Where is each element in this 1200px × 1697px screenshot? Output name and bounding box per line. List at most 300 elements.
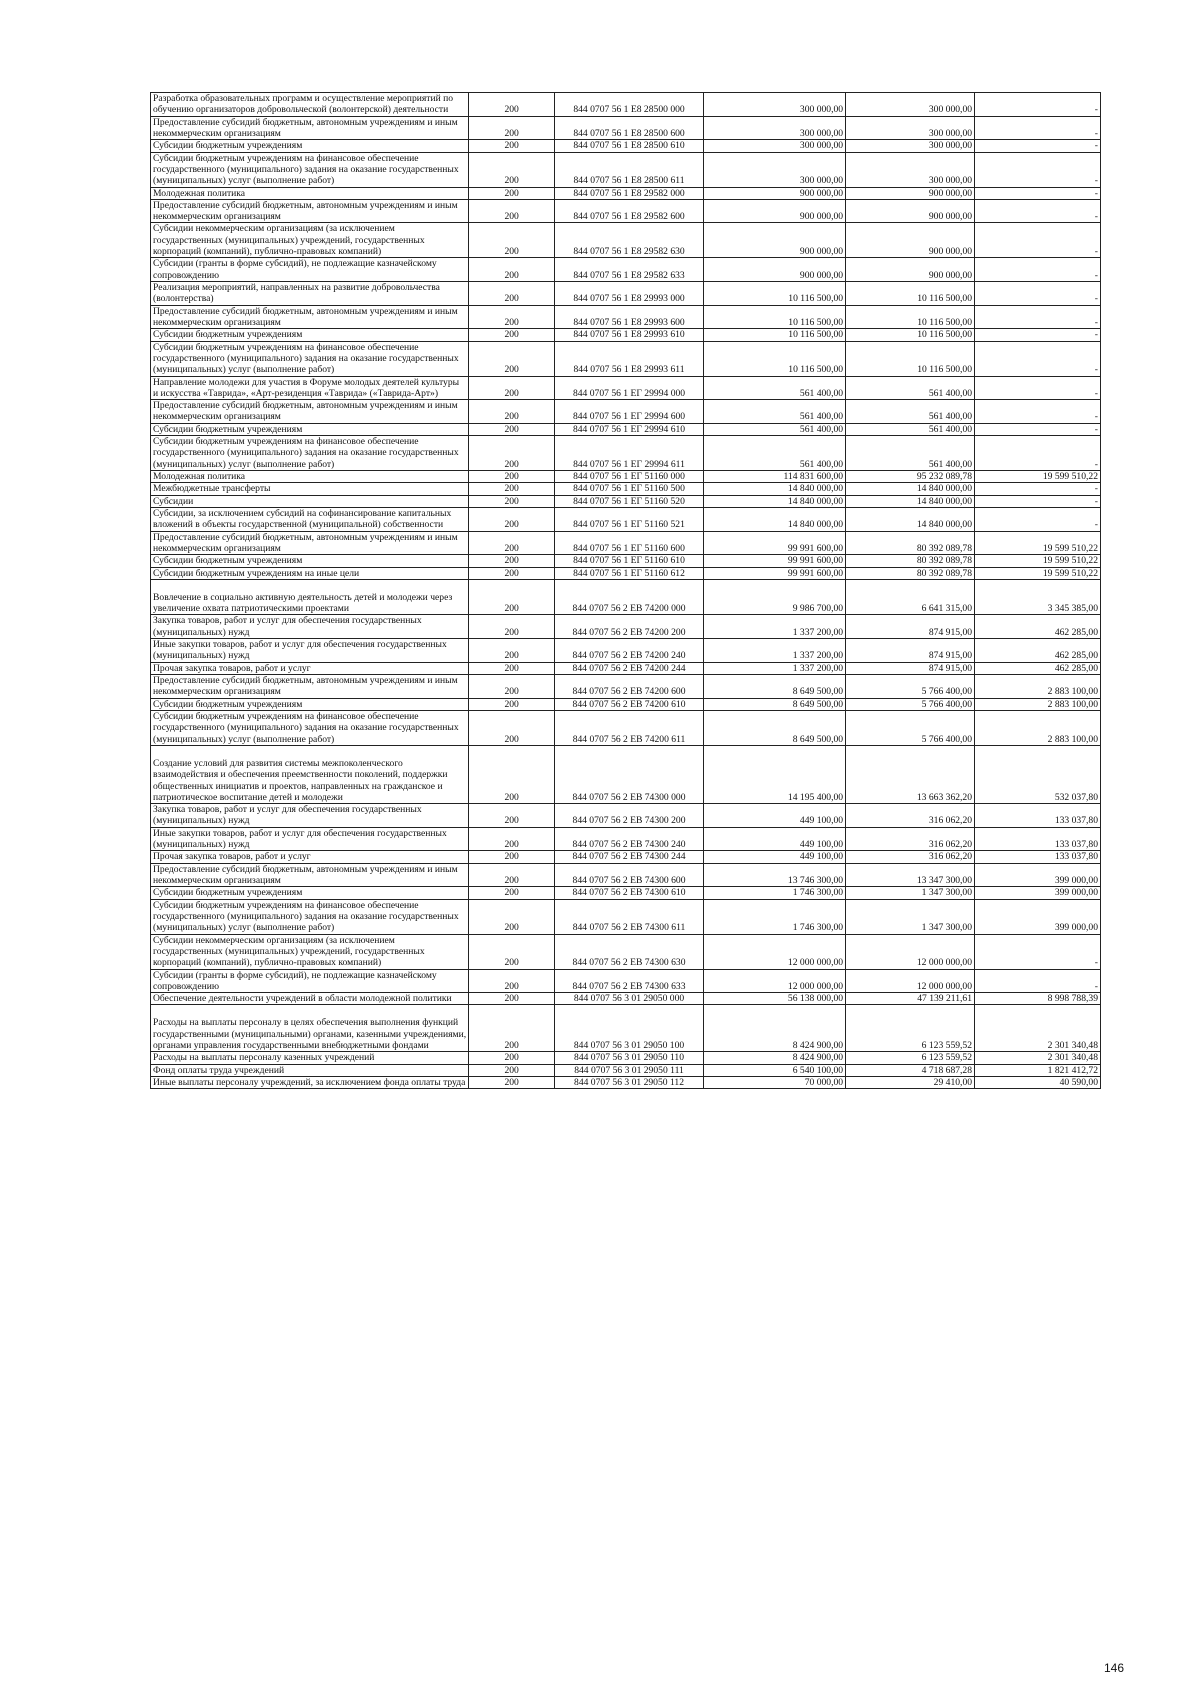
row-code: 200 bbox=[469, 423, 555, 435]
row-classification: 844 0707 56 2 EB 74300 240 bbox=[554, 827, 703, 851]
row-executed: 47 139 211,61 bbox=[846, 993, 975, 1005]
row-name: Субсидии, за исключением субсидий на софинансирование капитальных вложений в объекты государственной (муниципальной) собственности bbox=[151, 507, 469, 531]
row-code: 200 bbox=[469, 1052, 555, 1064]
row-name: Предоставление субсидий бюджетным, автономным учреждениям и иным некоммерческим организациям bbox=[151, 531, 469, 555]
row-code: 200 bbox=[469, 400, 555, 424]
row-code: 200 bbox=[469, 258, 555, 282]
row-remainder: 2 883 100,00 bbox=[975, 710, 1101, 745]
row-executed: 316 062,20 bbox=[846, 827, 975, 851]
row-code: 200 bbox=[469, 969, 555, 993]
row-executed: 561 400,00 bbox=[846, 376, 975, 400]
row-remainder: - bbox=[975, 423, 1101, 435]
row-executed: 5 766 400,00 bbox=[846, 675, 975, 699]
table-row bbox=[151, 341, 1101, 376]
row-name: Субсидии бюджетным учреждениям на финансовое обеспечение государственного (муниципального) задания на оказание государственных (муниципальных) услуг (выполнение работ) bbox=[151, 710, 469, 745]
row-classification: 844 0707 56 1 E8 29993 610 bbox=[554, 329, 703, 341]
row-code: 200 bbox=[469, 993, 555, 1005]
row-code: 200 bbox=[469, 495, 555, 507]
row-name: Иные закупки товаров, работ и услуг для обеспечения государственных (муниципальных) нужд bbox=[151, 827, 469, 851]
row-code: 200 bbox=[469, 376, 555, 400]
row-name: Предоставление субсидий бюджетным, автономным учреждениям и иным некоммерческим организациям bbox=[151, 116, 469, 140]
row-code: 200 bbox=[469, 1064, 555, 1076]
table-row bbox=[151, 116, 1101, 140]
row-classification: 844 0707 56 2 EB 74300 610 bbox=[554, 887, 703, 899]
row-classification: 844 0707 56 1 ЕГ 51160 600 bbox=[554, 531, 703, 555]
row-code: 200 bbox=[469, 899, 555, 934]
row-approved: 900 000,00 bbox=[704, 223, 846, 258]
row-approved: 900 000,00 bbox=[704, 187, 846, 199]
table-row bbox=[151, 710, 1101, 745]
row-approved: 1 746 300,00 bbox=[704, 887, 846, 899]
row-remainder: - bbox=[975, 223, 1101, 258]
row-name: Субсидии bbox=[151, 495, 469, 507]
row-classification: 844 0707 56 1 E8 29582 600 bbox=[554, 199, 703, 223]
row-executed: 6 641 315,00 bbox=[846, 579, 975, 615]
row-executed: 14 840 000,00 bbox=[846, 507, 975, 531]
table-row bbox=[151, 187, 1101, 199]
row-name: Субсидии бюджетным учреждениям bbox=[151, 423, 469, 435]
row-executed: 29 410,00 bbox=[846, 1077, 975, 1089]
row-code: 200 bbox=[469, 223, 555, 258]
row-classification: 844 0707 56 1 E8 28500 000 bbox=[554, 93, 703, 117]
table-row bbox=[151, 400, 1101, 424]
table-row bbox=[151, 531, 1101, 555]
row-remainder: 399 000,00 bbox=[975, 863, 1101, 887]
table-row bbox=[151, 1077, 1101, 1089]
row-approved: 13 746 300,00 bbox=[704, 863, 846, 887]
table-row bbox=[151, 1064, 1101, 1076]
row-remainder: 2 883 100,00 bbox=[975, 698, 1101, 710]
table-row bbox=[151, 698, 1101, 710]
row-classification: 844 0707 56 1 ЕГ 51160 000 bbox=[554, 471, 703, 483]
row-approved: 8 424 900,00 bbox=[704, 1052, 846, 1064]
table-body bbox=[151, 93, 1101, 1089]
row-remainder: 133 037,80 bbox=[975, 804, 1101, 828]
row-executed: 5 766 400,00 bbox=[846, 698, 975, 710]
page-number: 146 bbox=[1104, 1661, 1125, 1675]
row-name: Вовлечение в социально активную деятельность детей и молодежи через увеличение охвата патриотическими проектами bbox=[151, 579, 469, 615]
row-remainder: 19 599 510,22 bbox=[975, 555, 1101, 567]
row-executed: 4 718 687,28 bbox=[846, 1064, 975, 1076]
row-executed: 13 347 300,00 bbox=[846, 863, 975, 887]
row-code: 200 bbox=[469, 827, 555, 851]
row-executed: 316 062,20 bbox=[846, 804, 975, 828]
table-row bbox=[151, 483, 1101, 495]
row-remainder: 462 285,00 bbox=[975, 662, 1101, 674]
row-executed: 300 000,00 bbox=[846, 140, 975, 152]
row-classification: 844 0707 56 1 ЕГ 29994 600 bbox=[554, 400, 703, 424]
row-name: Закупка товаров, работ и услуг для обеспечения государственных (муниципальных) нужд bbox=[151, 615, 469, 639]
row-name: Прочая закупка товаров, работ и услуг bbox=[151, 851, 469, 863]
row-classification: 844 0707 56 2 EB 74300 244 bbox=[554, 851, 703, 863]
row-name: Субсидии (гранты в форме субсидий), не подлежащие казначейскому сопровождению bbox=[151, 969, 469, 993]
row-name: Субсидии бюджетным учреждениям на иные цели bbox=[151, 567, 469, 579]
row-approved: 561 400,00 bbox=[704, 400, 846, 424]
row-executed: 10 116 500,00 bbox=[846, 329, 975, 341]
row-executed: 10 116 500,00 bbox=[846, 341, 975, 376]
row-approved: 12 000 000,00 bbox=[704, 969, 846, 993]
row-approved: 1 337 200,00 bbox=[704, 615, 846, 639]
row-name: Субсидии (гранты в форме субсидий), не подлежащие казначейскому сопровождению bbox=[151, 258, 469, 282]
row-classification: 844 0707 56 1 E8 29993 600 bbox=[554, 305, 703, 329]
table-row bbox=[151, 851, 1101, 863]
row-code: 200 bbox=[469, 199, 555, 223]
row-classification: 844 0707 56 1 ЕГ 29994 611 bbox=[554, 436, 703, 471]
row-remainder: 19 599 510,22 bbox=[975, 471, 1101, 483]
row-classification: 844 0707 56 1 E8 29582 000 bbox=[554, 187, 703, 199]
row-remainder: - bbox=[975, 93, 1101, 117]
row-approved: 99 991 600,00 bbox=[704, 555, 846, 567]
table-row bbox=[151, 675, 1101, 699]
row-classification: 844 0707 56 2 EB 74300 600 bbox=[554, 863, 703, 887]
row-remainder: - bbox=[975, 341, 1101, 376]
row-code: 200 bbox=[469, 1077, 555, 1089]
row-classification: 844 0707 56 2 EB 74200 600 bbox=[554, 675, 703, 699]
row-name: Предоставление субсидий бюджетным, автономным учреждениям и иным некоммерческим организациям bbox=[151, 199, 469, 223]
row-executed: 900 000,00 bbox=[846, 223, 975, 258]
row-remainder: 3 345 385,00 bbox=[975, 579, 1101, 615]
table-row bbox=[151, 376, 1101, 400]
row-code: 200 bbox=[469, 187, 555, 199]
row-code: 200 bbox=[469, 507, 555, 531]
row-classification: 844 0707 56 1 E8 29582 630 bbox=[554, 223, 703, 258]
row-remainder: - bbox=[975, 305, 1101, 329]
row-executed: 80 392 089,78 bbox=[846, 555, 975, 567]
row-classification: 844 0707 56 2 EB 74200 000 bbox=[554, 579, 703, 615]
row-executed: 874 915,00 bbox=[846, 639, 975, 663]
row-remainder: 2 883 100,00 bbox=[975, 675, 1101, 699]
table-row bbox=[151, 567, 1101, 579]
row-name: Субсидии бюджетным учреждениям bbox=[151, 555, 469, 567]
row-code: 200 bbox=[469, 555, 555, 567]
table-row bbox=[151, 863, 1101, 887]
row-remainder: - bbox=[975, 258, 1101, 282]
row-approved: 8 649 500,00 bbox=[704, 710, 846, 745]
row-code: 200 bbox=[469, 531, 555, 555]
row-executed: 900 000,00 bbox=[846, 187, 975, 199]
row-name: Субсидии бюджетным учреждениям bbox=[151, 698, 469, 710]
row-classification: 844 0707 56 3 01 29050 112 bbox=[554, 1077, 703, 1089]
row-name: Обеспечение деятельности учреждений в области молодежной политики bbox=[151, 993, 469, 1005]
row-approved: 14 195 400,00 bbox=[704, 745, 846, 803]
row-code: 200 bbox=[469, 329, 555, 341]
table-row bbox=[151, 827, 1101, 851]
row-classification: 844 0707 56 1 ЕГ 51160 520 bbox=[554, 495, 703, 507]
row-remainder: 2 301 340,48 bbox=[975, 1052, 1101, 1064]
row-classification: 844 0707 56 1 ЕГ 51160 612 bbox=[554, 567, 703, 579]
row-code: 200 bbox=[469, 804, 555, 828]
row-code: 200 bbox=[469, 341, 555, 376]
row-code: 200 bbox=[469, 93, 555, 117]
row-code: 200 bbox=[469, 1005, 555, 1052]
row-executed: 6 123 559,52 bbox=[846, 1005, 975, 1052]
row-approved: 56 138 000,00 bbox=[704, 993, 846, 1005]
row-name: Закупка товаров, работ и услуг для обеспечения государственных (муниципальных) нужд bbox=[151, 804, 469, 828]
row-code: 200 bbox=[469, 863, 555, 887]
row-classification: 844 0707 56 2 EB 74200 200 bbox=[554, 615, 703, 639]
row-approved: 561 400,00 bbox=[704, 436, 846, 471]
row-remainder: 40 590,00 bbox=[975, 1077, 1101, 1089]
row-executed: 561 400,00 bbox=[846, 423, 975, 435]
row-name: Создание условий для развития системы межпоколенческого взаимодействия и обеспечения преемственности поколений, поддержки общественных инициатив и проектов, направленных на гражданское и патриотическое воспитание детей и молодежи bbox=[151, 745, 469, 803]
row-name: Субсидии бюджетным учреждениям на финансовое обеспечение государственного (муниципального) задания на оказание государственных (муниципальных) услуг (выполнение работ) bbox=[151, 152, 469, 187]
row-remainder: - bbox=[975, 199, 1101, 223]
row-approved: 114 831 600,00 bbox=[704, 471, 846, 483]
table-row bbox=[151, 199, 1101, 223]
row-remainder: 8 998 788,39 bbox=[975, 993, 1101, 1005]
row-classification: 844 0707 56 2 EB 74200 240 bbox=[554, 639, 703, 663]
row-code: 200 bbox=[469, 471, 555, 483]
table-row bbox=[151, 282, 1101, 306]
row-name: Межбюджетные трансферты bbox=[151, 483, 469, 495]
row-remainder: - bbox=[975, 116, 1101, 140]
row-approved: 14 840 000,00 bbox=[704, 483, 846, 495]
row-name: Разработка образовательных программ и осуществление мероприятий по обучению организаторов добровольческой (волонтерской) деятельности bbox=[151, 93, 469, 117]
row-approved: 561 400,00 bbox=[704, 376, 846, 400]
table-row bbox=[151, 436, 1101, 471]
row-name: Направление молодежи для участия в Форуме молодых деятелей культуры и искусства «Таврида», «Арт-резиденция «Таврида» («Таврида-Арт») bbox=[151, 376, 469, 400]
row-remainder: 19 599 510,22 bbox=[975, 567, 1101, 579]
row-executed: 80 392 089,78 bbox=[846, 567, 975, 579]
row-code: 200 bbox=[469, 305, 555, 329]
row-executed: 300 000,00 bbox=[846, 93, 975, 117]
row-remainder: - bbox=[975, 282, 1101, 306]
table-row bbox=[151, 258, 1101, 282]
table-row bbox=[151, 993, 1101, 1005]
row-code: 200 bbox=[469, 639, 555, 663]
table-row bbox=[151, 223, 1101, 258]
row-name: Иные выплаты персоналу учреждений, за исключением фонда оплаты труда bbox=[151, 1077, 469, 1089]
row-classification: 844 0707 56 2 EB 74200 611 bbox=[554, 710, 703, 745]
row-executed: 900 000,00 bbox=[846, 199, 975, 223]
row-remainder: - bbox=[975, 436, 1101, 471]
row-remainder: 133 037,80 bbox=[975, 851, 1101, 863]
row-executed: 900 000,00 bbox=[846, 258, 975, 282]
row-classification: 844 0707 56 1 E8 29993 611 bbox=[554, 341, 703, 376]
table-row bbox=[151, 579, 1101, 615]
row-executed: 316 062,20 bbox=[846, 851, 975, 863]
row-approved: 8 649 500,00 bbox=[704, 698, 846, 710]
row-approved: 10 116 500,00 bbox=[704, 282, 846, 306]
row-classification: 844 0707 56 1 ЕГ 29994 610 bbox=[554, 423, 703, 435]
row-code: 200 bbox=[469, 282, 555, 306]
row-executed: 561 400,00 bbox=[846, 400, 975, 424]
row-classification: 844 0707 56 2 EB 74300 200 bbox=[554, 804, 703, 828]
row-executed: 80 392 089,78 bbox=[846, 531, 975, 555]
row-classification: 844 0707 56 2 EB 74200 610 bbox=[554, 698, 703, 710]
row-code: 200 bbox=[469, 698, 555, 710]
row-name: Субсидии некоммерческим организациям (за исключением государственных (муниципальных) учреждений, государственных корпораций (компаний), публично-правовых компаний) bbox=[151, 223, 469, 258]
row-remainder: 1 821 412,72 bbox=[975, 1064, 1101, 1076]
row-name: Иные закупки товаров, работ и услуг для обеспечения государственных (муниципальных) нужд bbox=[151, 639, 469, 663]
row-name: Субсидии бюджетным учреждениям bbox=[151, 329, 469, 341]
row-approved: 9 986 700,00 bbox=[704, 579, 846, 615]
row-classification: 844 0707 56 1 ЕГ 51160 610 bbox=[554, 555, 703, 567]
row-executed: 13 663 362,20 bbox=[846, 745, 975, 803]
row-remainder: - bbox=[975, 400, 1101, 424]
row-approved: 900 000,00 bbox=[704, 258, 846, 282]
row-name: Реализация мероприятий, направленных на развитие добровольчества (волонтерства) bbox=[151, 282, 469, 306]
row-executed: 874 915,00 bbox=[846, 662, 975, 674]
row-remainder: 133 037,80 bbox=[975, 827, 1101, 851]
row-name: Прочая закупка товаров, работ и услуг bbox=[151, 662, 469, 674]
row-remainder: - bbox=[975, 187, 1101, 199]
table-row bbox=[151, 471, 1101, 483]
row-approved: 449 100,00 bbox=[704, 804, 846, 828]
row-approved: 70 000,00 bbox=[704, 1077, 846, 1089]
row-name: Субсидии бюджетным учреждениям на финансовое обеспечение государственного (муниципального) задания на оказание государственных (муниципальных) услуг (выполнение работ) bbox=[151, 899, 469, 934]
row-approved: 900 000,00 bbox=[704, 199, 846, 223]
row-code: 200 bbox=[469, 615, 555, 639]
row-code: 200 bbox=[469, 662, 555, 674]
row-approved: 300 000,00 bbox=[704, 116, 846, 140]
row-approved: 12 000 000,00 bbox=[704, 934, 846, 969]
row-approved: 10 116 500,00 bbox=[704, 341, 846, 376]
table-row bbox=[151, 804, 1101, 828]
row-executed: 300 000,00 bbox=[846, 116, 975, 140]
row-remainder: 2 301 340,48 bbox=[975, 1005, 1101, 1052]
row-executed: 14 840 000,00 bbox=[846, 495, 975, 507]
table-row bbox=[151, 615, 1101, 639]
row-executed: 1 347 300,00 bbox=[846, 899, 975, 934]
row-approved: 14 840 000,00 bbox=[704, 495, 846, 507]
row-executed: 5 766 400,00 bbox=[846, 710, 975, 745]
row-classification: 844 0707 56 3 01 29050 110 bbox=[554, 1052, 703, 1064]
row-remainder: - bbox=[975, 329, 1101, 341]
row-classification: 844 0707 56 2 EB 74200 244 bbox=[554, 662, 703, 674]
row-name: Расходы на выплаты персоналу казенных учреждений bbox=[151, 1052, 469, 1064]
row-approved: 10 116 500,00 bbox=[704, 329, 846, 341]
row-executed: 6 123 559,52 bbox=[846, 1052, 975, 1064]
row-classification: 844 0707 56 1 E8 28500 600 bbox=[554, 116, 703, 140]
row-approved: 1 337 200,00 bbox=[704, 662, 846, 674]
row-approved: 99 991 600,00 bbox=[704, 567, 846, 579]
row-executed: 10 116 500,00 bbox=[846, 282, 975, 306]
row-executed: 1 347 300,00 bbox=[846, 887, 975, 899]
row-remainder: - bbox=[975, 483, 1101, 495]
row-name: Субсидии бюджетным учреждениям на финансовое обеспечение государственного (муниципального) задания на оказание государственных (муниципальных) услуг (выполнение работ) bbox=[151, 341, 469, 376]
row-remainder: - bbox=[975, 934, 1101, 969]
row-approved: 8 649 500,00 bbox=[704, 675, 846, 699]
table-row bbox=[151, 745, 1101, 803]
row-classification: 844 0707 56 1 E8 28500 611 bbox=[554, 152, 703, 187]
row-approved: 6 540 100,00 bbox=[704, 1064, 846, 1076]
row-executed: 12 000 000,00 bbox=[846, 934, 975, 969]
row-executed: 561 400,00 bbox=[846, 436, 975, 471]
row-executed: 300 000,00 bbox=[846, 152, 975, 187]
row-code: 200 bbox=[469, 710, 555, 745]
row-code: 200 bbox=[469, 887, 555, 899]
table-row bbox=[151, 887, 1101, 899]
row-classification: 844 0707 56 1 ЕГ 51160 500 bbox=[554, 483, 703, 495]
row-executed: 10 116 500,00 bbox=[846, 305, 975, 329]
row-code: 200 bbox=[469, 934, 555, 969]
row-remainder: - bbox=[975, 376, 1101, 400]
row-classification: 844 0707 56 1 ЕГ 51160 521 bbox=[554, 507, 703, 531]
row-approved: 14 840 000,00 bbox=[704, 507, 846, 531]
row-name: Расходы на выплаты персоналу в целях обеспечения выполнения функций государственными (муниципальными) органами, казенными учреждениями, органами управления государственными внебюджетными фондами bbox=[151, 1005, 469, 1052]
row-approved: 561 400,00 bbox=[704, 423, 846, 435]
row-remainder: - bbox=[975, 152, 1101, 187]
row-approved: 300 000,00 bbox=[704, 152, 846, 187]
row-remainder: 462 285,00 bbox=[975, 639, 1101, 663]
table-row bbox=[151, 969, 1101, 993]
row-name: Субсидии бюджетным учреждениям bbox=[151, 140, 469, 152]
row-code: 200 bbox=[469, 567, 555, 579]
budget-execution-table bbox=[150, 92, 1101, 1089]
row-approved: 8 424 900,00 bbox=[704, 1005, 846, 1052]
row-remainder: - bbox=[975, 969, 1101, 993]
table-row bbox=[151, 93, 1101, 117]
row-classification: 844 0707 56 1 E8 29582 633 bbox=[554, 258, 703, 282]
row-classification: 844 0707 56 2 EB 74300 611 bbox=[554, 899, 703, 934]
table-row bbox=[151, 507, 1101, 531]
table-row bbox=[151, 423, 1101, 435]
row-name: Субсидии бюджетным учреждениям на финансовое обеспечение государственного (муниципального) задания на оказание государственных (муниципальных) услуг (выполнение работ) bbox=[151, 436, 469, 471]
row-code: 200 bbox=[469, 152, 555, 187]
row-classification: 844 0707 56 3 01 29050 100 bbox=[554, 1005, 703, 1052]
row-classification: 844 0707 56 3 01 29050 000 bbox=[554, 993, 703, 1005]
table-row bbox=[151, 899, 1101, 934]
row-approved: 449 100,00 bbox=[704, 827, 846, 851]
row-name: Фонд оплаты труда учреждений bbox=[151, 1064, 469, 1076]
row-name: Молодежная политика bbox=[151, 187, 469, 199]
row-approved: 300 000,00 bbox=[704, 93, 846, 117]
row-name: Субсидии некоммерческим организациям (за исключением государственных (муниципальных) учреждений, государственных корпораций (компаний), публично-правовых компаний) bbox=[151, 934, 469, 969]
row-approved: 10 116 500,00 bbox=[704, 305, 846, 329]
table-row bbox=[151, 1052, 1101, 1064]
row-name: Предоставление субсидий бюджетным, автономным учреждениям и иным некоммерческим организациям bbox=[151, 863, 469, 887]
row-name: Молодежная политика bbox=[151, 471, 469, 483]
row-name: Предоставление субсидий бюджетным, автономным учреждениям и иным некоммерческим организациям bbox=[151, 305, 469, 329]
row-code: 200 bbox=[469, 745, 555, 803]
row-approved: 449 100,00 bbox=[704, 851, 846, 863]
row-classification: 844 0707 56 1 E8 28500 610 bbox=[554, 140, 703, 152]
table-row bbox=[151, 152, 1101, 187]
row-name: Предоставление субсидий бюджетным, автономным учреждениям и иным некоммерческим организациям bbox=[151, 675, 469, 699]
table-row bbox=[151, 662, 1101, 674]
row-code: 200 bbox=[469, 483, 555, 495]
table-row bbox=[151, 305, 1101, 329]
row-remainder: - bbox=[975, 140, 1101, 152]
row-executed: 12 000 000,00 bbox=[846, 969, 975, 993]
row-remainder: 532 037,80 bbox=[975, 745, 1101, 803]
row-classification: 844 0707 56 1 E8 29993 000 bbox=[554, 282, 703, 306]
table-row bbox=[151, 639, 1101, 663]
row-remainder: 399 000,00 bbox=[975, 887, 1101, 899]
row-code: 200 bbox=[469, 140, 555, 152]
table-row bbox=[151, 555, 1101, 567]
row-classification: 844 0707 56 2 EB 74300 630 bbox=[554, 934, 703, 969]
row-name: Субсидии бюджетным учреждениям bbox=[151, 887, 469, 899]
row-executed: 95 232 089,78 bbox=[846, 471, 975, 483]
row-approved: 1 746 300,00 bbox=[704, 899, 846, 934]
row-code: 200 bbox=[469, 436, 555, 471]
row-code: 200 bbox=[469, 579, 555, 615]
row-remainder: - bbox=[975, 507, 1101, 531]
table-row bbox=[151, 140, 1101, 152]
table-row bbox=[151, 1005, 1101, 1052]
table-row bbox=[151, 329, 1101, 341]
row-code: 200 bbox=[469, 675, 555, 699]
row-code: 200 bbox=[469, 851, 555, 863]
row-classification: 844 0707 56 3 01 29050 111 bbox=[554, 1064, 703, 1076]
row-classification: 844 0707 56 2 EB 74300 000 bbox=[554, 745, 703, 803]
row-approved: 99 991 600,00 bbox=[704, 531, 846, 555]
row-name: Предоставление субсидий бюджетным, автономным учреждениям и иным некоммерческим организациям bbox=[151, 400, 469, 424]
row-approved: 1 337 200,00 bbox=[704, 639, 846, 663]
row-executed: 874 915,00 bbox=[846, 615, 975, 639]
